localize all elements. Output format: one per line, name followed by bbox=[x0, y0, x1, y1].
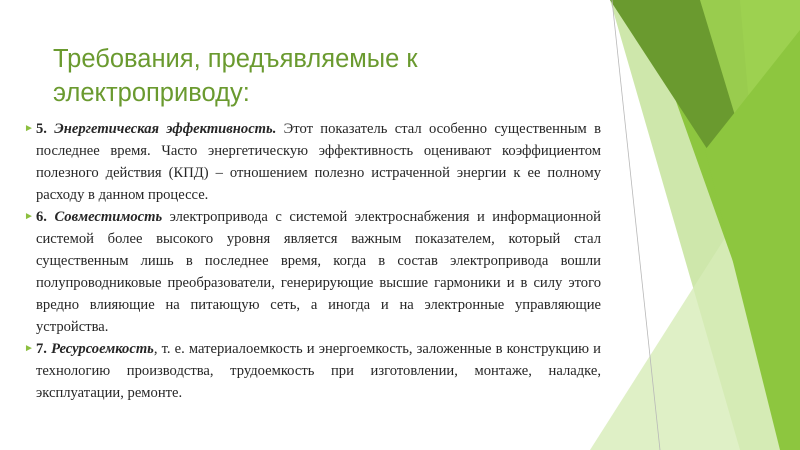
triangle-arrow-icon: ► bbox=[24, 211, 34, 222]
list-item bbox=[24, 206, 601, 338]
list-item bbox=[24, 118, 601, 206]
item-term: Энергетическая эффективность. bbox=[54, 121, 277, 137]
triangle-arrow-icon: ► bbox=[24, 343, 34, 354]
list-item bbox=[24, 338, 601, 404]
triangle-arrow-icon: ► bbox=[24, 123, 34, 134]
item-text: Этот показатель стал особенно существенным в последнее время. Часто энергетическую эффективность оценивают коэффициентом полезного действия (КПД) – отношением полезно истраченной энергии к ее полному расходу в данном процессе. bbox=[36, 121, 601, 203]
item-number: 7. bbox=[36, 341, 47, 357]
item-term: Совместимость bbox=[54, 209, 163, 225]
slide-title: Требования, предъявляемые к электроприводу: bbox=[53, 45, 418, 107]
item-number: 6. bbox=[36, 209, 47, 225]
item-number: 5. bbox=[36, 121, 47, 137]
item-text: электропривода с системой электроснабжения и информационной системой более высокого уровня является важным показателем, который стал существенным лишь в последнее время, когда в состав электропривода вошли полупроводниковые преобразователи, генерирующие высшие гармоники и в силу этого вредно влияющие на питающую сеть, а иногда и на электронные управляющие устройства. bbox=[36, 209, 601, 335]
requirements-list bbox=[24, 118, 601, 404]
item-text: , т. е. материалоемкость и энергоемкость, заложенные в конструкцию и технологию производства, трудоемкость при изготовлении, монтаже, наладке, эксплуатации, ремонте. bbox=[36, 341, 601, 401]
item-term: Ресурсоемкость bbox=[51, 341, 154, 357]
